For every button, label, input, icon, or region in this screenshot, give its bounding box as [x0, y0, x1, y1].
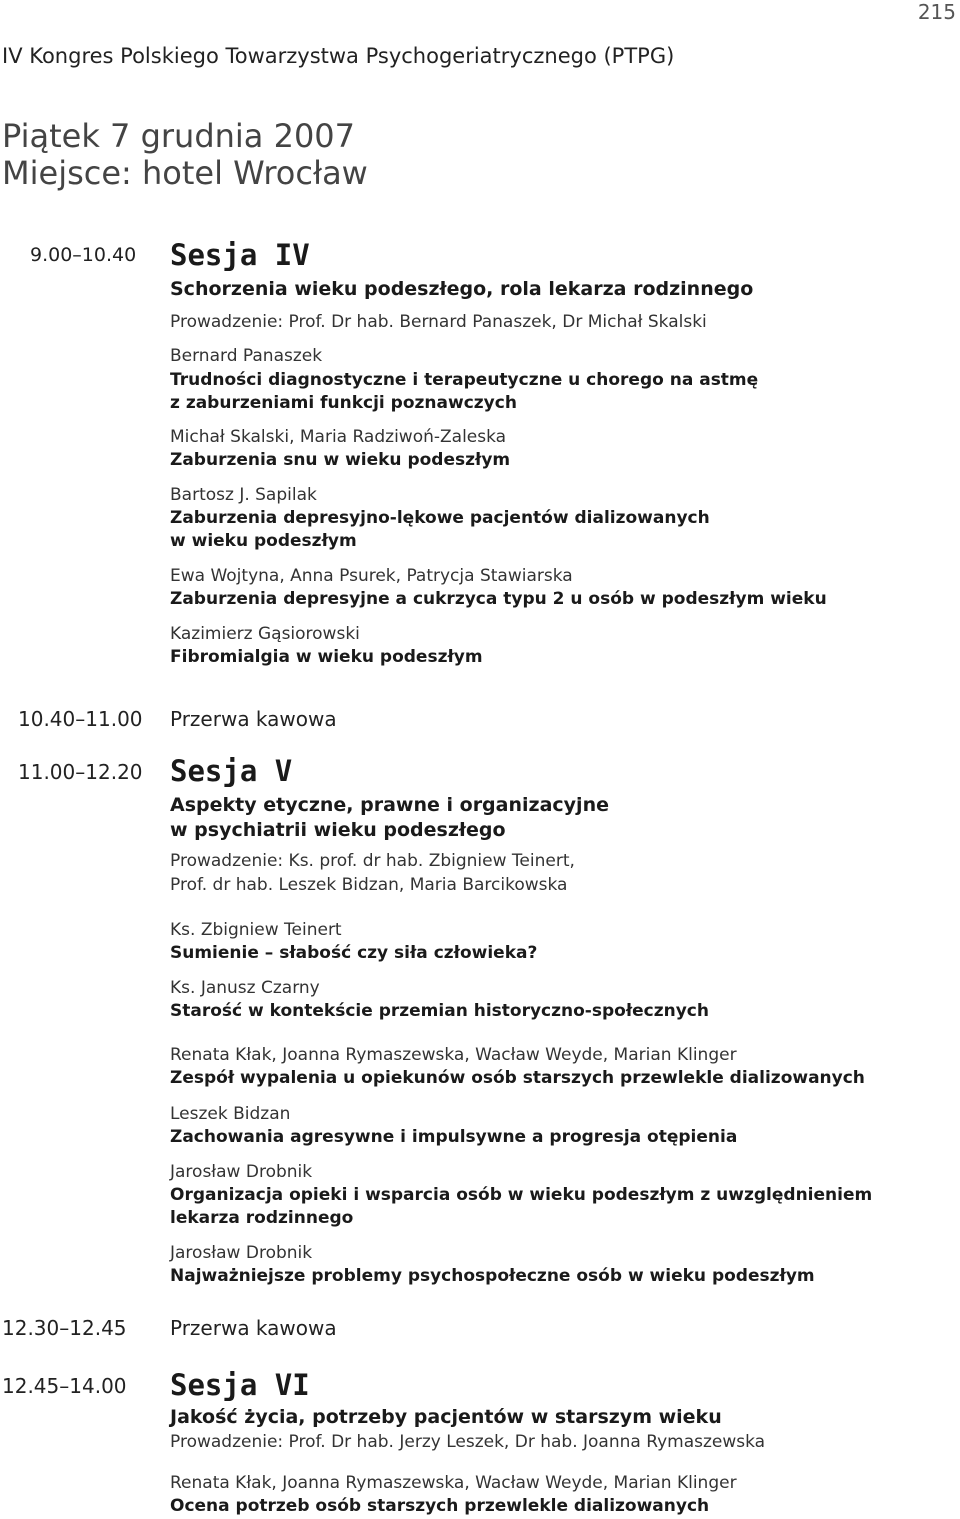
talk-title: Organizacja opieki i wsparcia osób w wieku podeszłym z uwzględnieniem: [170, 1185, 873, 1205]
talk-title: z zaburzeniami funkcji poznawczych: [170, 393, 517, 413]
talk-authors: Ks. Janusz Czarny: [170, 978, 320, 998]
place-heading: Miejsce: hotel Wrocław: [2, 154, 368, 192]
talk-authors: Bartosz J. Sapilak: [170, 485, 317, 505]
talk-title: Zachowania agresywne i impulsywne a progresja otępienia: [170, 1127, 738, 1147]
talk-title: w wieku podeszłym: [170, 531, 357, 551]
break-1-label: Przerwa kawowa: [170, 707, 337, 731]
talk-title: Fibromialgia w wieku podeszłym: [170, 647, 483, 667]
talk-authors: Ks. Zbigniew Teinert: [170, 920, 342, 940]
talk-title: Trudności diagnostyczne i terapeutyczne u chorego na astmę: [170, 370, 759, 390]
session-iv-time: 9.00–10.40: [30, 244, 137, 266]
congress-title: IV Kongres Polskiego Towarzystwa Psychogeriatrycznego (PTPG): [2, 44, 675, 68]
talk-title: Zaburzenia depresyjne a cukrzyca typu 2 u osób w podeszłym wieku: [170, 589, 827, 609]
session-vi-label: Sesja VI: [170, 1368, 310, 1402]
talk-title: Zaburzenia depresyjno-lękowe pacjentów dializowanych: [170, 508, 710, 528]
talk-authors: Jarosław Drobnik: [170, 1162, 313, 1182]
break-1-time: 10.40–11.00: [18, 707, 143, 731]
session-v-chair: Prof. dr hab. Leszek Bidzan, Maria Barcikowska: [170, 875, 568, 895]
session-vi-time: 12.45–14.00: [2, 1374, 127, 1398]
talk-title: Sumienie – słabość czy siła człowieka?: [170, 943, 538, 963]
page-number: 215: [917, 0, 956, 24]
talk-authors: Bernard Panaszek: [170, 346, 323, 366]
talk-authors: Kazimierz Gąsiorowski: [170, 624, 360, 644]
talk-title: Ocena potrzeb osób starszych przewlekle dializowanych: [170, 1496, 710, 1516]
session-v-chair: Prowadzenie: Ks. prof. dr hab. Zbigniew Teinert,: [170, 851, 575, 871]
talk-title: Zaburzenia snu w wieku podeszłym: [170, 450, 511, 470]
session-iv-label: Sesja IV: [170, 238, 310, 272]
session-iv-theme: Schorzenia wieku podeszłego, rola lekarza rodzinnego: [170, 278, 754, 300]
day-heading: Piątek 7 grudnia 2007: [2, 117, 356, 155]
talk-authors: Leszek Bidzan: [170, 1104, 291, 1124]
session-v-theme: Aspekty etyczne, prawne i organizacyjne: [170, 794, 609, 816]
talk-authors: Jarosław Drobnik: [170, 1243, 313, 1263]
break-2-label: Przerwa kawowa: [170, 1316, 337, 1340]
session-vi-chair: Prowadzenie: Prof. Dr hab. Jerzy Leszek, Dr hab. Joanna Rymaszewska: [170, 1432, 766, 1452]
talk-title: Starość w kontekście przemian historyczno-społecznych: [170, 1001, 709, 1021]
talk-authors: Renata Kłak, Joanna Rymaszewska, Wacław Weyde, Marian Klinger: [170, 1045, 737, 1065]
talk-title: Najważniejsze problemy psychospołeczne osób w wieku podeszłym: [170, 1266, 815, 1286]
talk-authors: Ewa Wojtyna, Anna Psurek, Patrycja Stawiarska: [170, 566, 573, 586]
session-vi-theme: Jakość życia, potrzeby pacjentów w starszym wieku: [170, 1406, 722, 1428]
talk-title: Zespół wypalenia u opiekunów osób starszych przewlekle dializowanych: [170, 1068, 865, 1088]
talk-authors: Renata Kłak, Joanna Rymaszewska, Wacław Weyde, Marian Klinger: [170, 1473, 737, 1493]
session-iv-chair: Prowadzenie: Prof. Dr hab. Bernard Panaszek, Dr Michał Skalski: [170, 312, 707, 332]
talk-authors: Michał Skalski, Maria Radziwoń-Zaleska: [170, 427, 507, 447]
break-2-time: 12.30–12.45: [2, 1316, 127, 1340]
session-v-label: Sesja V: [170, 754, 293, 788]
session-v-theme: w psychiatrii wieku podeszłego: [170, 819, 506, 841]
talk-title: lekarza rodzinnego: [170, 1208, 354, 1228]
session-v-time: 11.00–12.20: [18, 760, 143, 784]
